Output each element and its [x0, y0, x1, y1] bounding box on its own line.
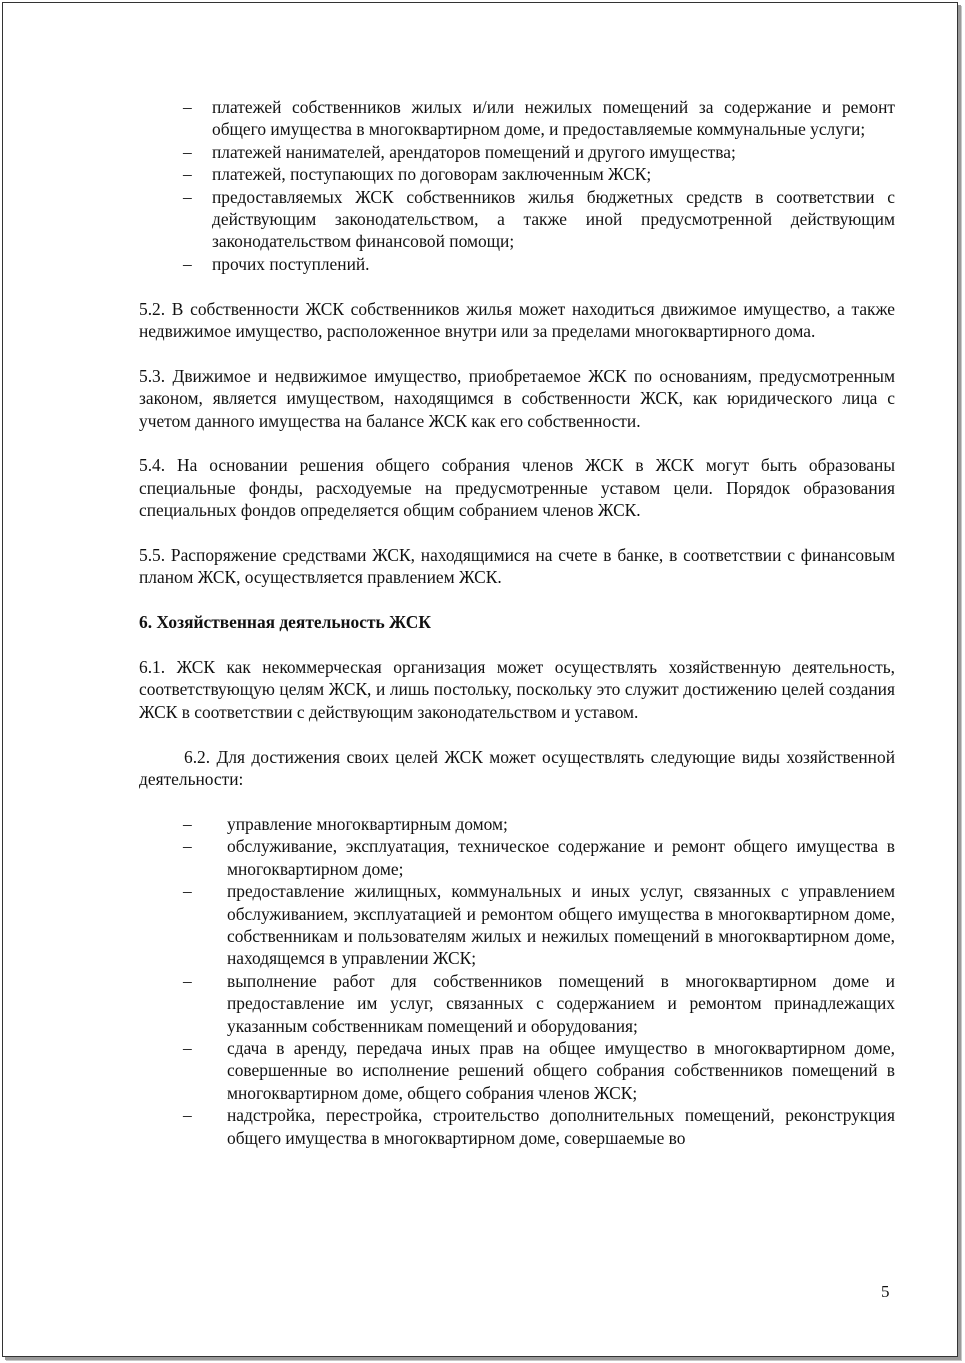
list-item: – прочих поступлений.: [183, 253, 370, 274]
dash-marker: –: [183, 813, 192, 834]
list-item: – платежей нанимателей, арендаторов помещений и другого имущества;: [183, 141, 736, 162]
dash-marker: –: [183, 1105, 192, 1126]
dash-marker: –: [183, 186, 192, 207]
activities-list: [139, 813, 895, 1149]
list-item: – обслуживание, эксплуатация, техническое содержание и ремонт общего имущества в многоквартирном доме;: [183, 836, 895, 879]
list-item: – сдача в аренду, передача иных прав на общее имущество в многоквартирном доме, совершенные во исполнение решений общего собрания собственников помещений в многоквартирном доме, общего собрания членов ЖСК;: [183, 1037, 895, 1103]
list-item: – управление многоквартирным домом;: [183, 813, 508, 834]
page-content: [139, 96, 895, 1149]
paragraph-5-4: 5.4. На основании решения общего собрания членов ЖСК в ЖСК могут быть образованы специальные фонды, расходуемые на предусмотренные уставом цели. Порядок образования специальных фондов определяется общим собранием членов ЖСК.: [139, 455, 895, 521]
section-heading-6: 6. Хозяйственная деятельность ЖСК: [139, 612, 431, 633]
paragraph-5-3: 5.3. Движимое и недвижимое имущество, приобретаемое ЖСК по основаниям, предусмотренным законом, является имуществом, находящимся в собственности ЖСК, как юридического лица с учетом данного имущества на балансе ЖСК как его собственности.: [139, 365, 895, 431]
list-item: – надстройка, перестройка, строительство дополнительных помещений, реконструкция общего имущества в многоквартирном доме, совершаемые во: [183, 1105, 895, 1148]
list-item: – выполнение работ для собственников помещений в многоквартирном доме и предоставление им услуг, связанных с содержанием и ремонтом принадлежащих указанным собственникам помещений и оборудования;: [183, 970, 895, 1036]
dash-marker: –: [183, 836, 192, 857]
list-item: – платежей собственников жилых и/или нежилых помещений за содержание и ремонт общего имущества в многоквартирном доме, и предоставляемые коммунальные услуги;: [183, 97, 895, 140]
dash-marker: –: [183, 881, 192, 902]
page-number: 5: [881, 1282, 890, 1301]
dash-marker: –: [183, 164, 192, 185]
dash-marker: –: [183, 253, 192, 274]
list-item: – предоставление жилищных, коммунальных и иных услуг, связанных с управлением обслуживанием, эксплуатацией и ремонтом общего имущества в многоквартирном доме, собственникам и пользователям жилых и нежилых помещений в многоквартирном доме, находящемся в управлении ЖСК;: [183, 881, 895, 969]
document-page: [2, 2, 958, 1357]
dash-marker: –: [183, 1037, 192, 1058]
dash-marker: –: [183, 970, 192, 991]
dash-marker: –: [183, 97, 192, 117]
list-item: – предоставляемых ЖСК собственников жилья бюджетных средств в соответствии с действующим законодательством, а также иной предусмотренной действующим законодательством финансовой помощи;: [183, 186, 895, 252]
paragraph-5-2: 5.2. В собственности ЖСК собственников жилья может находиться движимое имущество, а также недвижимое имущество, расположенное внутри или за пределами многоквартирного дома.: [139, 298, 895, 342]
dash-marker: –: [183, 141, 192, 162]
paragraph-5-5: 5.5. Распоряжение средствами ЖСК, находящимися на счете в банке, в соответствии с финансовым планом ЖСК, осуществляется правлением ЖСК.: [139, 545, 895, 588]
paragraph-6-1: 6.1. ЖСК как некоммерческая организация может осуществлять хозяйственную деятельность, соответствующую целям ЖСК, и лишь постольку, поскольку это служит достижению целей создания ЖСК в соответствии с действующим законодательством и уставом.: [139, 657, 895, 722]
income-sources-list: [139, 96, 895, 275]
paragraph-6-2: 6.2. Для достижения своих целей ЖСК может осуществлять следующие виды хозяйственной деятельности:: [139, 746, 895, 790]
list-item: – платежей, поступающих по договорам заключенным ЖСК;: [183, 164, 652, 185]
